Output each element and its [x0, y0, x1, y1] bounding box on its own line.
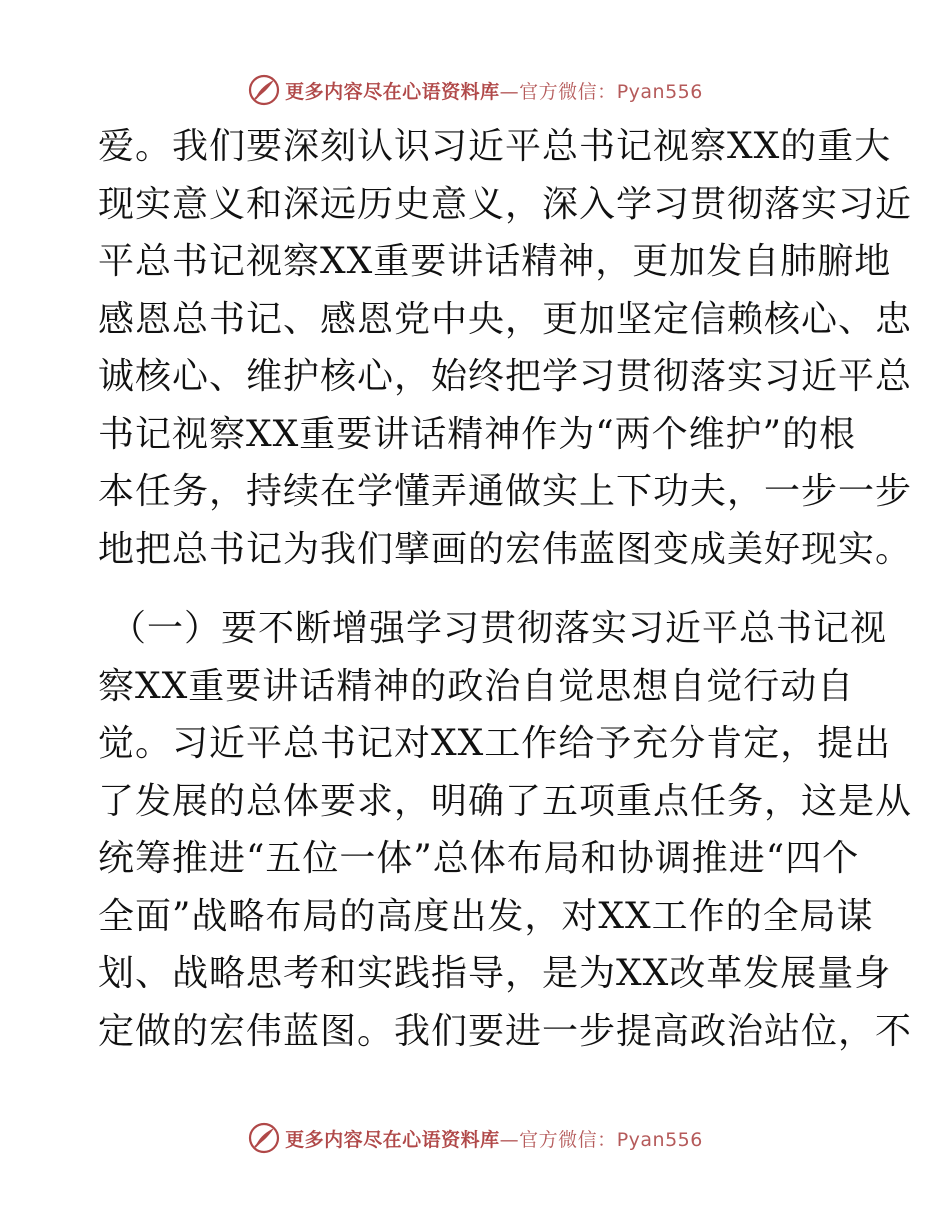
text-line: 本任务，持续在学懂弄通做实上下功夫，一步一步	[98, 471, 913, 512]
text-line: 爱。我们要深刻认识习近平总书记视察XX的重大	[98, 126, 892, 167]
footer-watermark-text: 更多内容尽在心语资料库—官方微信：Pyan556	[285, 1128, 703, 1151]
paragraph-gap	[98, 578, 858, 600]
text-line: 书记视察XX重要讲话精神作为“两个维护”的根	[98, 413, 857, 455]
text-line: 划、战略思考和实践指导，是为XX改革发展量身	[98, 953, 892, 994]
text-line: 感恩总书记、感恩党中央，更加坚定信赖核心、忠	[98, 298, 913, 340]
text-line: 地把总书记为我们擘画的宏伟蓝图变成美好现实。	[98, 528, 913, 570]
header-watermark	[0, 70, 950, 110]
header-watermark-text: 更多内容尽在心语资料库—官方微信：Pyan556	[285, 80, 703, 103]
quill-seal-icon	[247, 73, 281, 107]
text-line: 察XX重要讲话精神的政治自觉思想自觉行动自	[98, 665, 855, 707]
document-body	[98, 118, 913, 1060]
text-line: 定做的宏伟蓝图。我们要进一步提高政治站位，不	[98, 1010, 913, 1052]
paragraph-2	[98, 600, 913, 1060]
text-line: 统筹推进“五位一体”总体布局和协调推进“四个	[98, 838, 860, 879]
paragraph-1	[98, 118, 913, 578]
text-line: 诚核心、维护核心，始终把学习贯彻落实习近平总	[98, 356, 913, 397]
text-line: 了发展的总体要求，明确了五项重点任务，这是从	[98, 780, 913, 822]
text-line: 觉。习近平总书记对XX工作给予充分肯定，提出	[98, 723, 892, 764]
text-line: 现实意义和深远历史意义，深入学习贯彻落实习近	[98, 183, 913, 225]
text-line: （一）要不断增强学习贯彻落实习近平总书记视	[110, 608, 888, 649]
footer-watermark	[0, 1118, 950, 1158]
quill-seal-icon	[247, 1121, 281, 1155]
text-line: 平总书记视察XX重要讲话精神，更加发自肺腑地	[98, 241, 892, 282]
text-line: 全面”战略布局的高度出发，对XX工作的全局谋	[98, 895, 874, 937]
